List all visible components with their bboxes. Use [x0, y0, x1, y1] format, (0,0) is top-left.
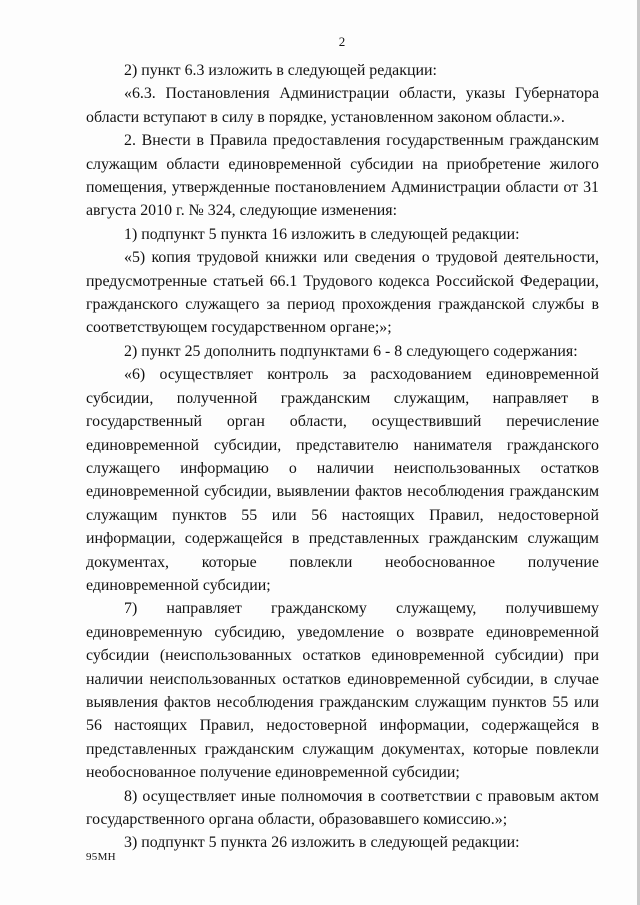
paragraph-item-6-3-heading: 2) пункт 6.3 изложить в следующей редакции: — [124, 62, 437, 79]
footer-document-code: 95МН — [86, 851, 116, 863]
paragraph-quote-6-3: «6.3. Постановления Администрации области, указы Губернатора области вступают в силу в порядке, установленном законом области.». — [86, 85, 599, 126]
paragraph-subitem-1: 1) подпункт 5 пункта 16 изложить в следующей редакции: — [124, 225, 520, 243]
document-body — [86, 59, 599, 855]
paragraph-subitem-2: 2) пункт 25 дополнить подпунктами 6 - 8 следующего содержания: — [124, 342, 578, 360]
paragraph-subitem-7: 7) направляет гражданскому служащему, получившему единовременную субсидию, уведомление о возврате единовременной субсидии (неиспользованных остатков единовременной субсидии) при наличии неиспользованных остатков единовременной субсидии, в случае выявления фактов несоблюдения гражданским служащим пунктов 55 или 56 настоящих Правил, недостоверной информации, содержащейся в представленных гражданским служащим документах, которые повлекли необоснованное получение единовременной субсидии; — [86, 600, 599, 782]
page-number: 2 — [338, 34, 346, 49]
paragraph-section-2-intro: 2. Внести в Правила предоставления государственным гражданским служащим области единовременной субсидии на приобретение жилого помещения, утвержденные постановлением Администрации области от 31 августа 2010 г. № 324, следующие изменения: — [86, 132, 599, 220]
paragraph-subitem-3: 3) подпункт 5 пункта 26 изложить в следующей редакции: — [124, 834, 520, 852]
paragraph-quote-subitem-5: «5) копия трудовой книжки или сведения о трудовой деятельности, предусмотренные статьей 66.1 Трудового кодекса Российской Федерации, гражданского служащего за период прохождения гражданской службы в соответствующем государственном органе;»; — [86, 249, 599, 337]
paragraph-quote-subitem-6: «6) осуществляет контроль за расходованием единовременной субсидии, полученной гражданским служащим, направляет в государственный орган области, осуществивший перечисление единовременной субсидии, представителю нанимателя гражданского служащего информацию о наличии неиспользованных остатков единовременной субсидии, выявлении фактов несоблюдения гражданским служащим пунктов 55 или 56 настоящих Правил, недостоверной информации, содержащейся в представленных гражданским служащим документах, которые повлекли необоснованное получение единовременной субсидии; — [86, 366, 599, 594]
paragraph-subitem-8: 8) осуществляет иные полномочия в соответствии с правовым актом государственного органа области, образовавшего комиссию.»; — [86, 787, 599, 828]
